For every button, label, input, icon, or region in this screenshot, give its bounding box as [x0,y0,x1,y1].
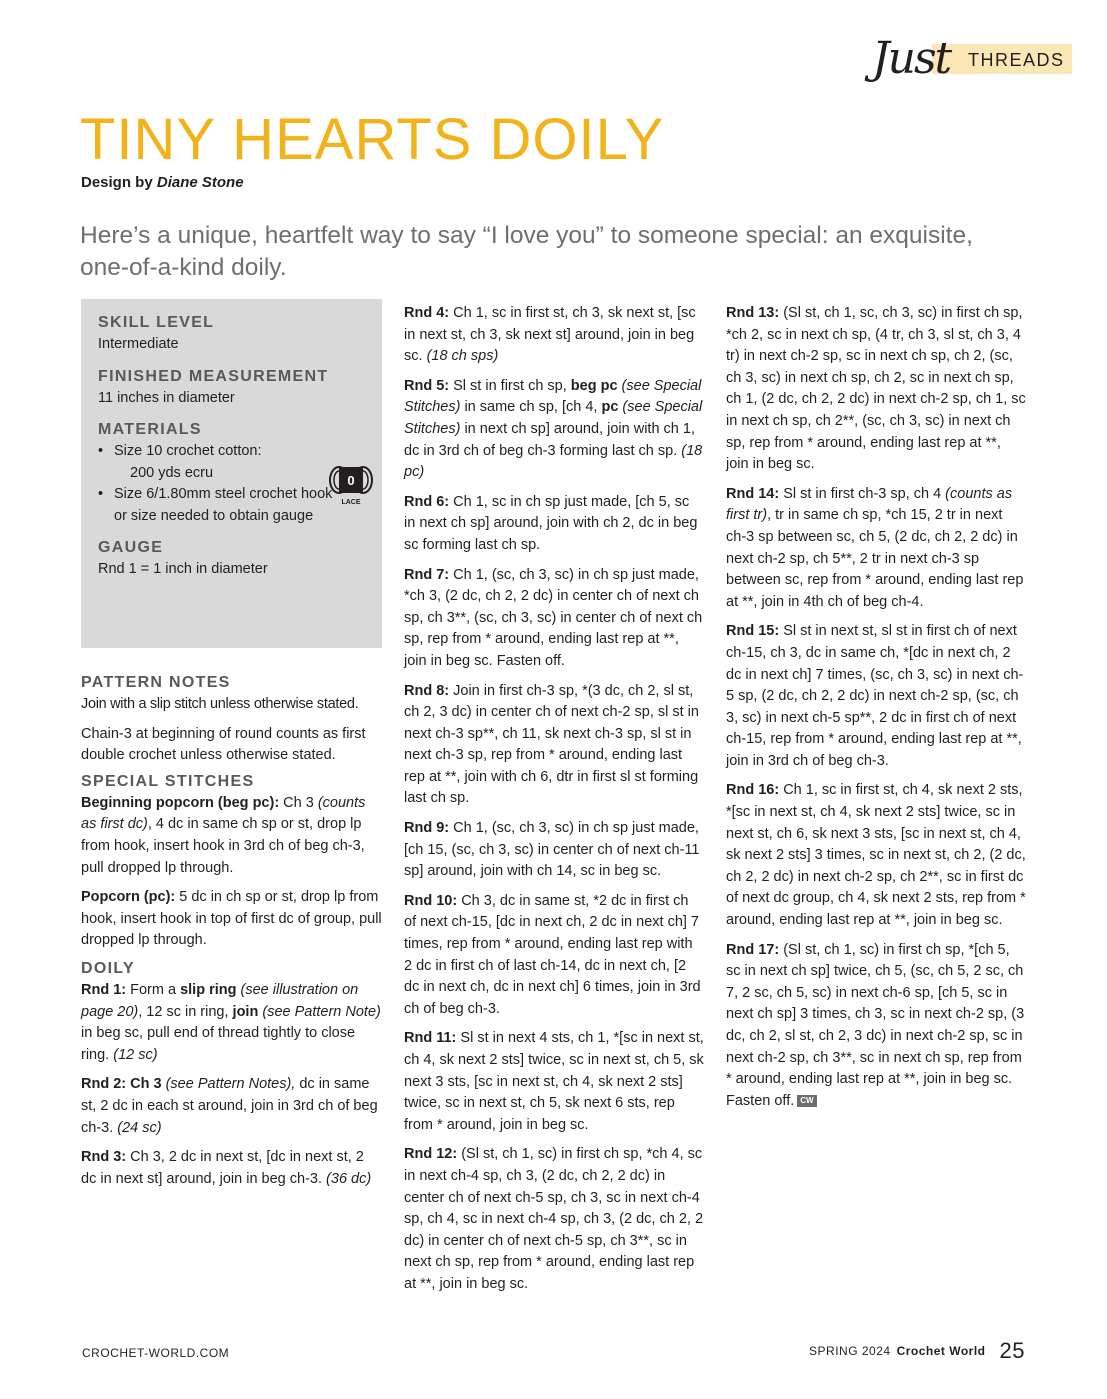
rnd-3: Rnd 3: Ch 3, 2 dc in next st, [dc in next st, 2 dc in next st] around, join in beg ch-3. (36 dc) [81,1149,372,1187]
page-title: TINY HEARTS DOILY [80,107,665,172]
gauge-heading: GAUGE [98,539,164,556]
rnd-4: Rnd 4: Ch 1, sc in first st, ch 3, sk next st, [sc in next st, ch 3, sk next st] around, join in beg sc. (18 ch sps) [404,305,696,365]
column-1 [81,672,383,1198]
rnd-13: Rnd 13: (Sl st, ch 1, sc, ch 3, sc) in first ch sp, *ch 2, sc in next ch sp, (4 tr, ch 3, sl st, ch 3, 4 tr) in next ch-2 sp, sc in next ch sp, ch 2, (sc, ch 3, sc) in next ch sp, ch 2, sc in next ch sp, ch 1, (2 dc, ch 2, 2 dc) in next ch-2 sp, ch 1, sc in next ch sp, ch 2**, (sc, ch 3, sc) in next ch sp, rep from * around, ending last rep at **, join in beg sc. [726,305,1026,473]
rnd-16: Rnd 16: Ch 1, sc in first st, ch 4, sk next 2 sts, *[sc in next st, ch 4, sk next 2 sts] twice, sc in next st, ch 6, sk next 3 sts, [sc in next st, ch 4, sk next 2 sts] 3 times, sc in next st, ch 2, (2 dc, ch 2, 2 dc) in next ch-2 sp, ch 2**, sc in first dc of next dc group, ch 4, sk next 2 sts, rep from * around, ending last rep at **, join in beg sc. [726,782,1026,929]
material-text: • Size 6/1.80mm steel crochet hook or size needed to obtain gauge [114,486,333,524]
yarn-weight-number: 0 [347,473,355,488]
byline-prefix: Design by [81,174,153,191]
info-box [81,299,382,648]
materials-heading: MATERIALS [98,421,202,438]
rnd-11: Rnd 11: Sl st in next 4 sts, ch 1, *[sc in next st, ch 4, sk next 2 sts] twice, sc in next st, ch 5, sk next 3 sts, [sc in next st, ch 4, sk next 2 sts] twice, sc in next st, ch 5, sk next 6 sts, rep from * around, join in beg sc. [404,1030,704,1133]
intro-text: Here’s a unique, heartfelt way to say “I love you” to someone special: an exquisite, one-of-a-kind doily. [80,222,973,281]
rnd-15: Rnd 15: Sl st in next st, sl st in first ch of next ch-15, ch 3, dc in same ch, *[dc in next ch, 2 dc in next ch] 7 times, (sc, ch 3, sc) in next ch-5 sp, (2 dc, ch 2, 2 dc) in next ch-2 sp, (sc, ch 3, sc) in next ch-5 sp**, 2 dc in first ch of next ch-15, rep from * around, ending last rep at **, join in 3rd ch of beg ch-3. [726,623,1024,769]
special-pc: Popcorn (pc): 5 dc in ch sp or st, drop lp from hook, insert hook in top of first dc of group, pull dropped lp through. [81,889,382,949]
rnd-7: Rnd 7: Ch 1, (sc, ch 3, sc) in ch sp just made, *ch 3, (2 dc, ch 2, 2 dc) in center ch of next ch sp, ch 3**, (sc, ch 3, sc) in center ch of next ch sp, rep from * around, ending last rep at **, join in beg sc. Fasten off. [404,566,703,669]
rnd-2: Rnd 2: Ch 3 (see Pattern Notes), dc in same st, 2 dc in each st around, join in 3rd ch of beg ch-3. (24 sc) [81,1076,378,1136]
rnd-8: Rnd 8: Join in first ch-3 sp, *(3 dc, ch 2, sl st, ch 2, 3 dc) in center ch of next ch-2 sp, sl st in next ch-3 sp**, ch 11, sk next ch-3 sp, sl st in next ch-3 sp, rep from * around, ending last rep at **, join with ch 6, dtr in first sl st forming last ch sp. [404,682,699,807]
byline [81,174,244,191]
column-2 [404,303,704,1304]
note-item: Join with a slip stitch unless otherwise stated. [81,696,359,712]
column-3 [726,303,1026,1120]
notes-heading: PATTERN NOTES [81,674,231,691]
measure-value: 11 inches in diameter [98,389,235,406]
yarn-weight-label: LACE [341,499,361,506]
rnd-6: Rnd 6: Ch 1, sc in ch sp just made, [ch 5, sc in next ch sp] around, join with ch 2, dc in beg sc forming last ch sp. [404,493,698,553]
rnd-14: Rnd 14: Sl st in first ch-3 sp, ch 4 (counts as first tr), tr in same ch sp, *ch 15, 2 tr in next ch-3 sp between sc, ch 5, (2 dc, ch 2, 2 dc) in next ch-2 sp, ch 5**, 2 tr in next ch-3 sp between sc, rep from * around, ending last rep at **, join in 4th ch of beg ch-4. [726,485,1024,610]
logo-word: THREADS [968,50,1065,70]
rnd-17: Rnd 17: (Sl st, ch 1, sc) in first ch sp, *[ch 5, sc in next ch sp] twice, ch 5, (sc, ch 5, 2 sc, ch 7, 2 sc, ch 5, sc) in next ch-6 sp, [ch 5, sc in next ch sp] 3 times, ch 3, sc in next ch-2 sp, (3 dc, ch 2, sl st, ch 2, 3 dc) in next ch-2 sp, sc in next ch-2 sp, ch 3**, sc in next ch sp, rep from * around, ending last rep at **, join in beg sc. Fasten off. CW [726,941,1025,1109]
skill-heading: SKILL LEVEL [98,314,215,331]
page-number: 25 [999,1338,1025,1363]
footer-magazine: Crochet World [896,1344,986,1358]
yarn-weight-icon [329,464,373,508]
special-beg-pc: Beginning popcorn (beg pc): Ch 3 (counts as first dc), 4 dc in same ch sp or st, drop lp from hook, insert hook in 3rd ch of beg ch-3, pull dropped lp through. [81,794,366,876]
rnd-9: Rnd 9: Ch 1, (sc, ch 3, sc) in ch sp just made, [ch 15, (sc, ch 3, sc) in center ch of next ch-11 sp] around, join with ch 14, sc in beg sc. [404,820,700,880]
footer-issue-block [809,1338,1025,1364]
footer-website: CROCHET-WORLD.COM [82,1346,230,1360]
measure-heading: FINISHED MEASUREMENT [98,367,329,385]
footer-issue: SPRING 2024 [809,1344,891,1358]
note-item: Chain-3 at beginning of round counts as first double crochet unless otherwise stated. [81,725,366,764]
doily-heading: DOILY [81,959,135,977]
rnd-1: Rnd 1: Form a slip ring (see illustration on page 20), 12 sc in ring, join (see Pattern Note) in beg sc, pull end of thread tightly to close ring. (12 sc) [81,981,381,1063]
rnd-10: Rnd 10: Ch 3, dc in same st, *2 dc in first ch of next ch-15, [dc in next ch, 2 dc in next ch] 7 times, rep from * around, ending last rep with 2 dc in first ch of last ch-14, dc in next ch, [2 dc in next ch, dc in next ch] 6 times, join in 3rd ch of beg ch-3. [404,892,701,1017]
logo-script: Just [872,33,951,84]
end-mark-icon: CW [797,1095,816,1107]
gauge-value: Rnd 1 = 1 inch in diameter [98,561,268,577]
rnd-5: Rnd 5: Sl st in first ch sp, beg pc (see Special Stitches) in same ch sp, [ch 4, pc (see Special Stitches) in next ch sp] around, join with ch 1, dc in 3rd ch of beg ch-3 forming last ch sp. (18 pc) [404,377,703,481]
designer-name: Diane Stone [156,174,244,191]
skill-value: Intermediate [98,336,179,352]
material-text: • Size 10 crochet cotton: 200 yds ecru [114,443,262,481]
special-heading: SPECIAL STITCHES [81,772,255,790]
just-threads-logo [872,34,1072,96]
rnd-12: Rnd 12: (Sl st, ch 1, sc) in first ch sp, *ch 4, sc in next ch-4 sp, ch 3, (2 dc, ch 2, 2 dc) in center ch of next ch-5 sp, ch 3, sc in next ch-4 sp, ch 4, sc in next ch-4 sp, ch 3, (2 dc, ch 2, 2 dc) in center ch of next ch-5 sp, ch 3**, sc in next ch sp, rep from * around, ending last rep at **, join in beg sc. [404,1146,704,1292]
